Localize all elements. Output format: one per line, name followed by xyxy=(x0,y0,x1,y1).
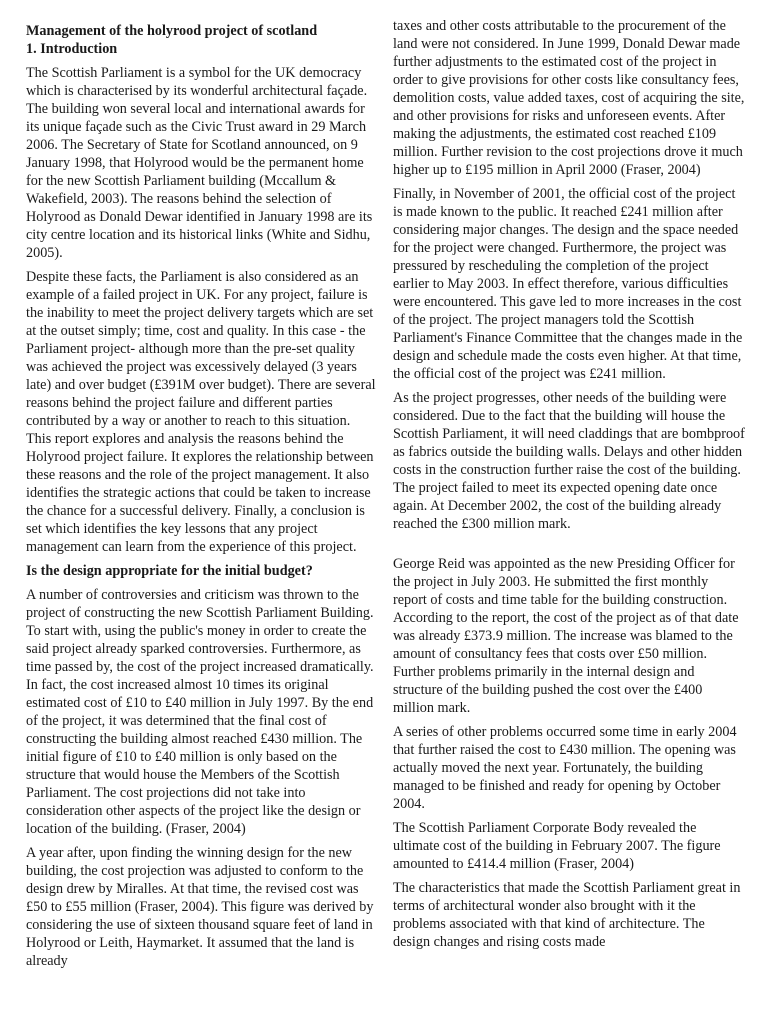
paragraph: taxes and other costs attributable to the procurement of the land were not considered. In June 1999, Donald Dewar made further adjustments to the estimated cost of the project in order to give provisions for other costs like consultancy fees, demolition costs, value added taxes, cost of acquiring the site, and other provisions for risks and unforeseen events. After making the adjustments, the estimated cost reached £109 million. Further revision to the cost projections drove it much higher up to £195 million in April 2000 (Fraser, 2004) xyxy=(393,18,745,178)
paragraph: George Reid was appointed as the new Presiding Officer for the project in July 2003. He submitted the first monthly report of costs and time table for the building construction. According to the report, the cost of the project as of that date was already £373.9 million. The increase was blamed to the amount of consultancy fees that costs over £50 million. Further problems primarily in the internal design and structure of the building pushed the cost over the £400 million mark. xyxy=(393,556,739,716)
document-title: Management of the holyrood project of scotland xyxy=(26,23,318,39)
left-column xyxy=(26,22,378,976)
paragraph-gap xyxy=(393,539,745,555)
paragraph: Finally, in November of 2001, the official cost of the project is made known to the public. It reached £241 million after considering major changes. The design and the space needed for the project were changed. Furthermore, the project was pressured by rescheduling the completion of the project earlier to May 2003. In effect therefore, various difficulties were encountered. This gave led to more increases in the cost of the project. The project managers told the Scottish Parliament's Finance Committee that the changes made in the design and schedule made the costs even higher. At that time, the official cost of the project was £241 million. xyxy=(393,186,743,382)
paragraph: A number of controversies and criticism was thrown to the project of constructing the new Scottish Parliament Building. To start with, using the public's money in order to create the said project already sparked controversies. Furthermore, as time passed by, the cost of the project increased dramatically. In fact, the cost increased almost 10 times its original estimated cost of £10 to £40 million in July 1997. By the end of the project, it was determined that the final cost of constructing the building almost reached £430 million. The initial figure of £10 to £40 million is only based on the structure that would house the Members of the Scottish Parliament. The cost projections did not take into consideration other aspects of the project like the design or location of the building. (Fraser, 2004) xyxy=(26,587,374,837)
paragraph: A series of other problems occurred some time in early 2004 that further raised the cost to £430 million. The opening was actually moved the next year. Fortunately, the building managed to be finished and ready for opening by October 2004. xyxy=(393,724,737,812)
section-heading-introduction: 1. Introduction xyxy=(26,41,118,57)
paragraph: The characteristics that made the Scottish Parliament great in terms of architectural wonder also brought with it the problems associated with that kind of architecture. The design changes and rising costs made xyxy=(393,880,741,950)
paragraph: A year after, upon finding the winning design for the new building, the cost projection was adjusted to conform to the design drew by Miralles. At that time, the revised cost was £50 to £55 million (Fraser, 2004). This figure was derived by considering the use of sixteen thousand square feet of land in Holyrood or Leith, Haymarket. It assumed that the land is already xyxy=(26,845,374,969)
section-heading-design-budget: Is the design appropriate for the initial budget? xyxy=(26,563,313,579)
paragraph: Despite these facts, the Parliament is also considered as an example of a failed project in UK. For any project, failure is the inability to meet the project delivery targets which are set at the outset simply; time, cost and quality. In this case - the Parliament project- although more than the pre-set quality was achieved the project was excessively delayed (3 years late) and over budget (£391M over budget). There are several reasons behind the project failure and different parties contributed by a way or another to reach to this situation. This report explores and analysis the reasons behind the Holyrood project failure. It explores the relationship between these reasons and the role of the project management. It also identifies the strategic actions that could be taken to increase the chance for a successful delivery. Finally, a conclusion is set which identifies the key lessons that any project management can learn from the experience of this project. xyxy=(26,269,376,555)
right-column xyxy=(393,17,745,957)
paragraph: The Scottish Parliament is a symbol for the UK democracy which is characterised by its wonderful architectural façade. The building won several local and international awards for its unique façade such as the Civic Trust award in 29 March 2006. The Secretary of State for Scotland announced, on 9 January 1998, that Holyrood would be the permanent home for the new Scottish Parliament building (Mccallum & Wakefield, 2003). The reasons behind the selection of Holyrood as Donald Dewar identified in January 1998 are its city centre location and its historical links (White and Sidhu, 2005). xyxy=(26,65,373,261)
paragraph: The Scottish Parliament Corporate Body revealed the ultimate cost of the building in February 2007. The figure amounted to £414.4 million (Fraser, 2004) xyxy=(393,820,721,872)
paragraph: As the project progresses, other needs of the building were considered. Due to the fact that the building will house the Scottish Parliament, it will need claddings that are bombproof as fabrics outside the building walls. Delays and other hidden costs in the construction further raise the cost of the building. The project failed to meet its expected opening date once again. At December 2002, the cost of the building already reached the £300 million mark. xyxy=(393,390,745,532)
